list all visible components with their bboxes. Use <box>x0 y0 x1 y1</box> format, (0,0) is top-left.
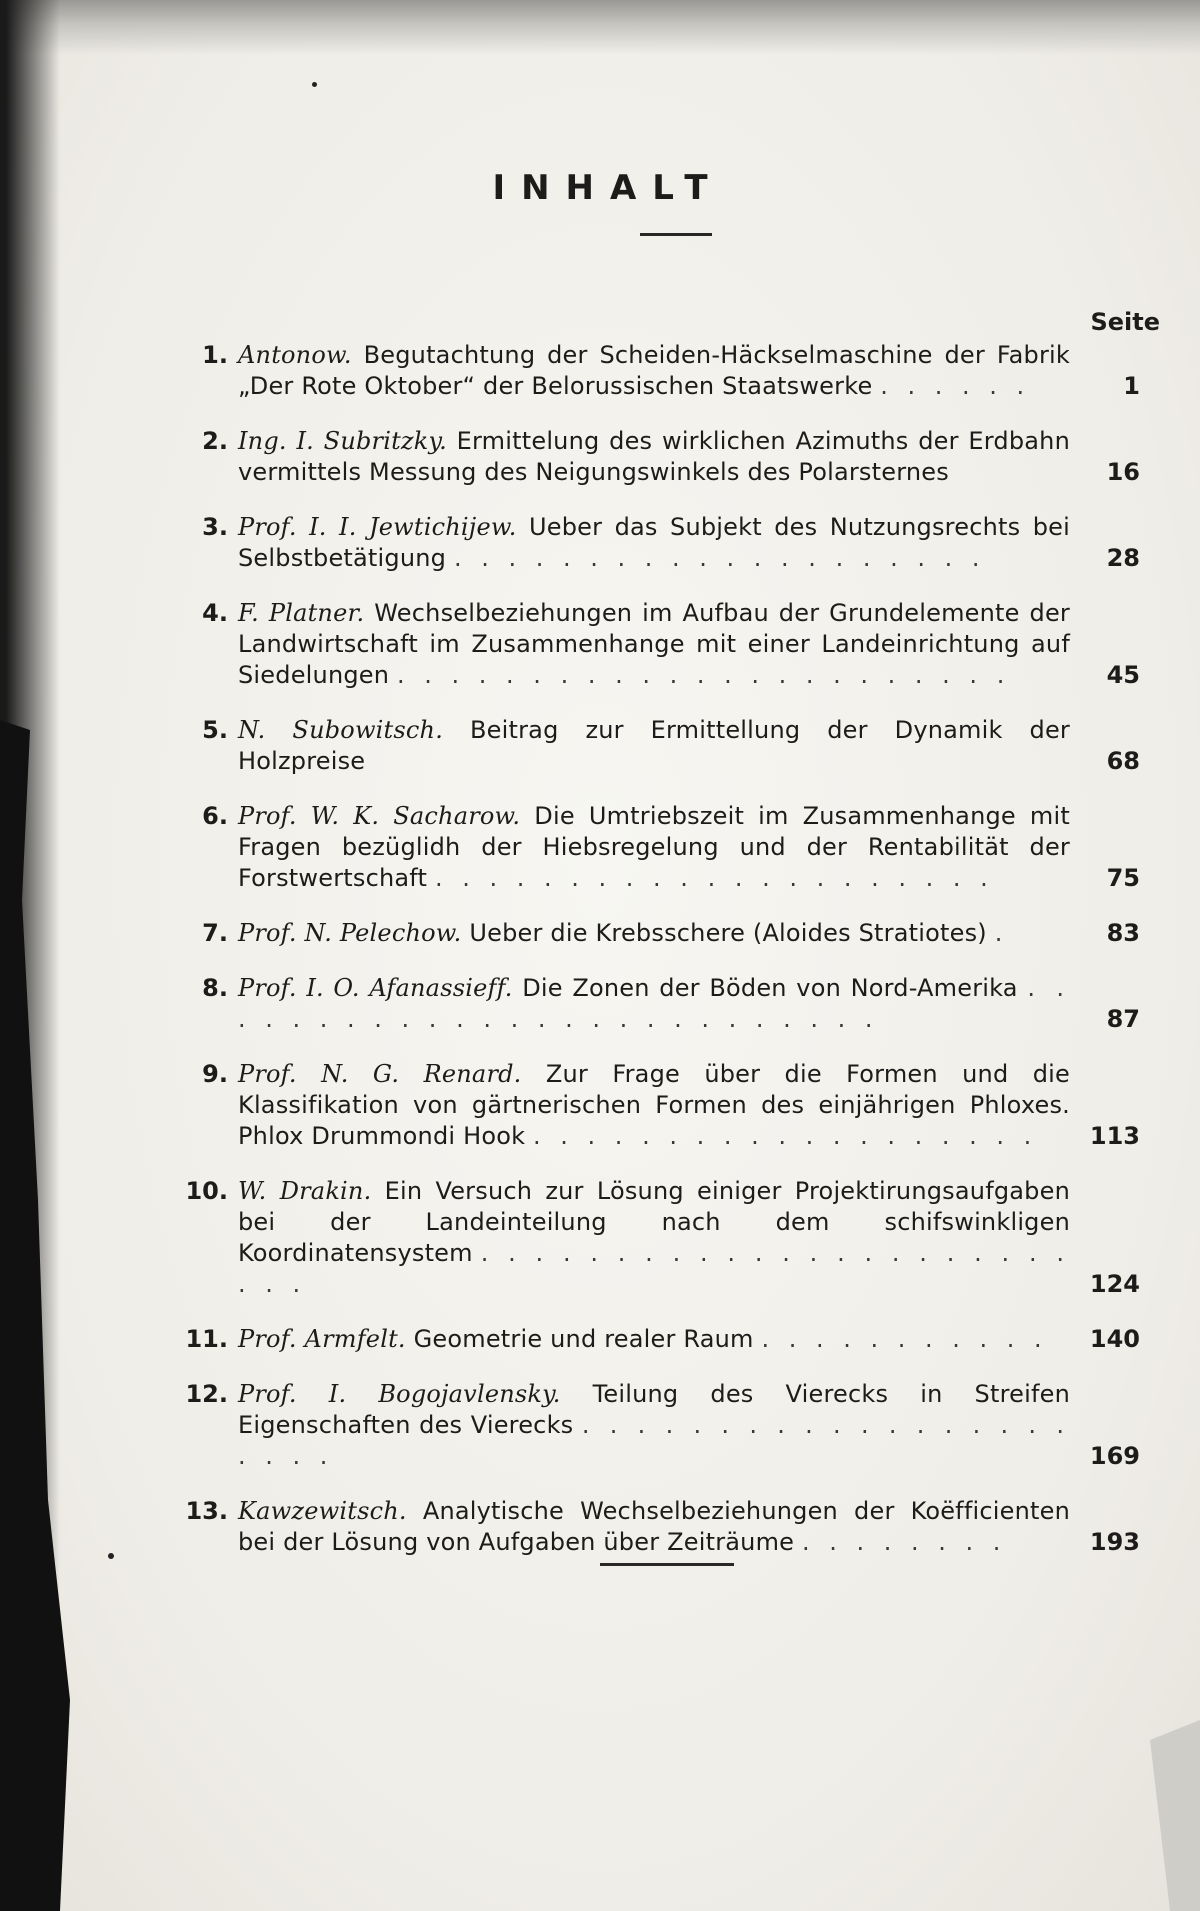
entry-title: Ein Versuch zur Lösung einiger Projektirungsaufgaben bei der Landeinteilung nach dem schifswinkligen Koordinatensystem <box>238 1177 1070 1267</box>
entry-body <box>238 598 1070 691</box>
entry-number: 3. <box>180 512 238 543</box>
entry-number: 8. <box>180 973 238 1004</box>
leader-dots: . . . . . . . . . . . . . . . . . . . . . . . . . <box>238 1239 1070 1298</box>
entry-author: Prof. I. Bogojavlensky. <box>238 1380 561 1408</box>
entry-page-number: 68 <box>1070 746 1140 777</box>
entry-body <box>238 1324 1070 1355</box>
entry-page-number: 83 <box>1070 918 1140 949</box>
end-rule <box>600 1563 734 1566</box>
speck-mark <box>108 1553 114 1559</box>
entry-number: 11. <box>180 1324 238 1355</box>
page-title: INHALT <box>0 168 1200 208</box>
speck-mark <box>312 82 317 87</box>
entry-author: Prof. N. G. Renard. <box>238 1060 522 1088</box>
entry-title: Die Umtriebszeit im Zusammenhange mit Fragen bezüglidh der Hiebsregelung und der Rentabilität der Forstwertschaft <box>238 802 1070 892</box>
entry-body <box>238 918 1070 949</box>
entry-number: 9. <box>180 1059 238 1090</box>
toc-entry <box>180 512 1140 574</box>
entry-body <box>238 801 1070 894</box>
entry-author: Prof. I. O. Afanassieff. <box>238 974 513 1002</box>
entry-author: F. Platner. <box>238 599 364 627</box>
entry-page-number: 193 <box>1070 1527 1140 1558</box>
toc-entry <box>180 918 1140 949</box>
leader-dots: . . . . . . . . . . . . . . . . . . . <box>533 1122 1037 1150</box>
entry-title: Geometrie und realer Raum <box>414 1325 754 1353</box>
entry-title: Begutachtung der Scheiden-Häckselmaschine der Fabrik „Der Rote Oktober“ der Belorussischen Staatswerke <box>238 341 1070 400</box>
leader-dots: . . . . . . . . . . . <box>761 1325 1047 1353</box>
entry-page-number: 45 <box>1070 660 1140 691</box>
entry-title: Analytische Wechselbeziehungen der Koëfficienten bei der Lösung von Aufgaben über Zeiträume <box>238 1497 1070 1556</box>
entry-body <box>238 512 1070 574</box>
entry-body <box>238 1379 1070 1472</box>
entry-number: 13. <box>180 1496 238 1527</box>
entry-number: 10. <box>180 1176 238 1207</box>
entry-number: 6. <box>180 801 238 832</box>
toc-entry <box>180 340 1140 402</box>
entry-author: Prof. I. I. Jewtichijew. <box>238 513 517 541</box>
leader-dots: . <box>995 919 1009 947</box>
entry-title: Wechselbeziehungen im Aufbau der Grundelemente der Landwirtschaft im Zusammenhange mit einer Landeinrichtung auf Siedelungen <box>238 599 1070 689</box>
toc-entry <box>180 973 1140 1035</box>
entry-page-number: 87 <box>1070 1004 1140 1035</box>
entry-title: Ermittelung des wirklichen Azimuths der Erdbahn vermittels Messung des Neigungswinkels des Polarsternes <box>238 427 1070 486</box>
entry-title: Ueber das Subjekt des Nutzungsrechts bei Selbstbetätigung <box>238 513 1070 572</box>
entry-number: 1. <box>180 340 238 371</box>
leader-dots: . . . . . . . . . . . . . . . . . . . . . . . . . . <box>238 974 1070 1033</box>
entry-author: Prof. N. Pelechow. <box>238 919 462 947</box>
leader-dots: . . . . . . . . <box>802 1528 1006 1556</box>
toc-entry <box>180 715 1140 777</box>
entry-body <box>238 1496 1070 1558</box>
entry-page-number: 140 <box>1070 1324 1140 1355</box>
entry-page-number: 169 <box>1070 1441 1140 1472</box>
scanned-page <box>0 0 1200 1911</box>
entry-number: 4. <box>180 598 238 629</box>
entry-title: Teilung des Vierecks in Streifen Eigenschaften des Vierecks <box>238 1380 1070 1439</box>
entry-title: Beitrag zur Ermittellung der Dynamik der Holzpreise <box>238 716 1070 775</box>
entry-author: Prof. Armfelt. <box>238 1325 406 1353</box>
entry-author: Ing. I. Subritzky. <box>238 427 447 455</box>
toc-entry <box>180 1496 1140 1558</box>
entry-title: Zur Frage über die Formen und die Klassifikation von gärtnerischen Formen des einjährigen Phloxes. Phlox Drummondi Hook <box>238 1060 1070 1150</box>
title-rule <box>640 233 712 236</box>
toc-entry <box>180 598 1140 691</box>
entry-number: 12. <box>180 1379 238 1410</box>
table-of-contents <box>180 340 1140 1582</box>
toc-entry <box>180 1176 1140 1300</box>
entry-number: 2. <box>180 426 238 457</box>
toc-entry <box>180 1324 1140 1355</box>
entry-number: 7. <box>180 918 238 949</box>
entry-title: Ueber die Krebsschere (Aloides Stratiotes) <box>469 919 986 947</box>
entry-body <box>238 340 1070 402</box>
entry-page-number: 113 <box>1070 1121 1140 1152</box>
entry-author: N. Subowitsch. <box>238 716 443 744</box>
entry-body <box>238 715 1070 777</box>
leader-dots: . . . . . . . . . . . . . . . . . . . . . <box>435 864 994 892</box>
entry-page-number: 75 <box>1070 863 1140 894</box>
leader-dots: . . . . . . . . . . . . . . . . . . . . <box>454 544 986 572</box>
page-column-label: Seite <box>1080 308 1160 336</box>
toc-entry <box>180 426 1140 488</box>
leader-dots: . . . . . . . . . . . . . . . . . . . . . . . <box>397 661 1010 689</box>
entry-page-number: 28 <box>1070 543 1140 574</box>
entry-body <box>238 426 1070 488</box>
entry-body <box>238 1176 1070 1300</box>
toc-entry <box>180 1059 1140 1152</box>
entry-body <box>238 1059 1070 1152</box>
entry-author: W. Drakin. <box>238 1177 371 1205</box>
entry-author: Prof. W. K. Sacharow. <box>238 802 520 830</box>
entry-page-number: 124 <box>1070 1269 1140 1300</box>
leader-dots: . . . . . . . . . . . . . . . . . . . . . . <box>238 1411 1070 1470</box>
entry-page-number: 16 <box>1070 457 1140 488</box>
entry-author: Antonow. <box>238 341 352 369</box>
entry-author: Kawzewitsch. <box>238 1497 407 1525</box>
entry-title: Die Zonen der Böden von Nord-Amerika <box>522 974 1017 1002</box>
entry-page-number: 1 <box>1070 371 1140 402</box>
leader-dots: . . . . . . <box>880 372 1030 400</box>
entry-body <box>238 973 1070 1035</box>
toc-entry <box>180 801 1140 894</box>
toc-entry <box>180 1379 1140 1472</box>
entry-number: 5. <box>180 715 238 746</box>
